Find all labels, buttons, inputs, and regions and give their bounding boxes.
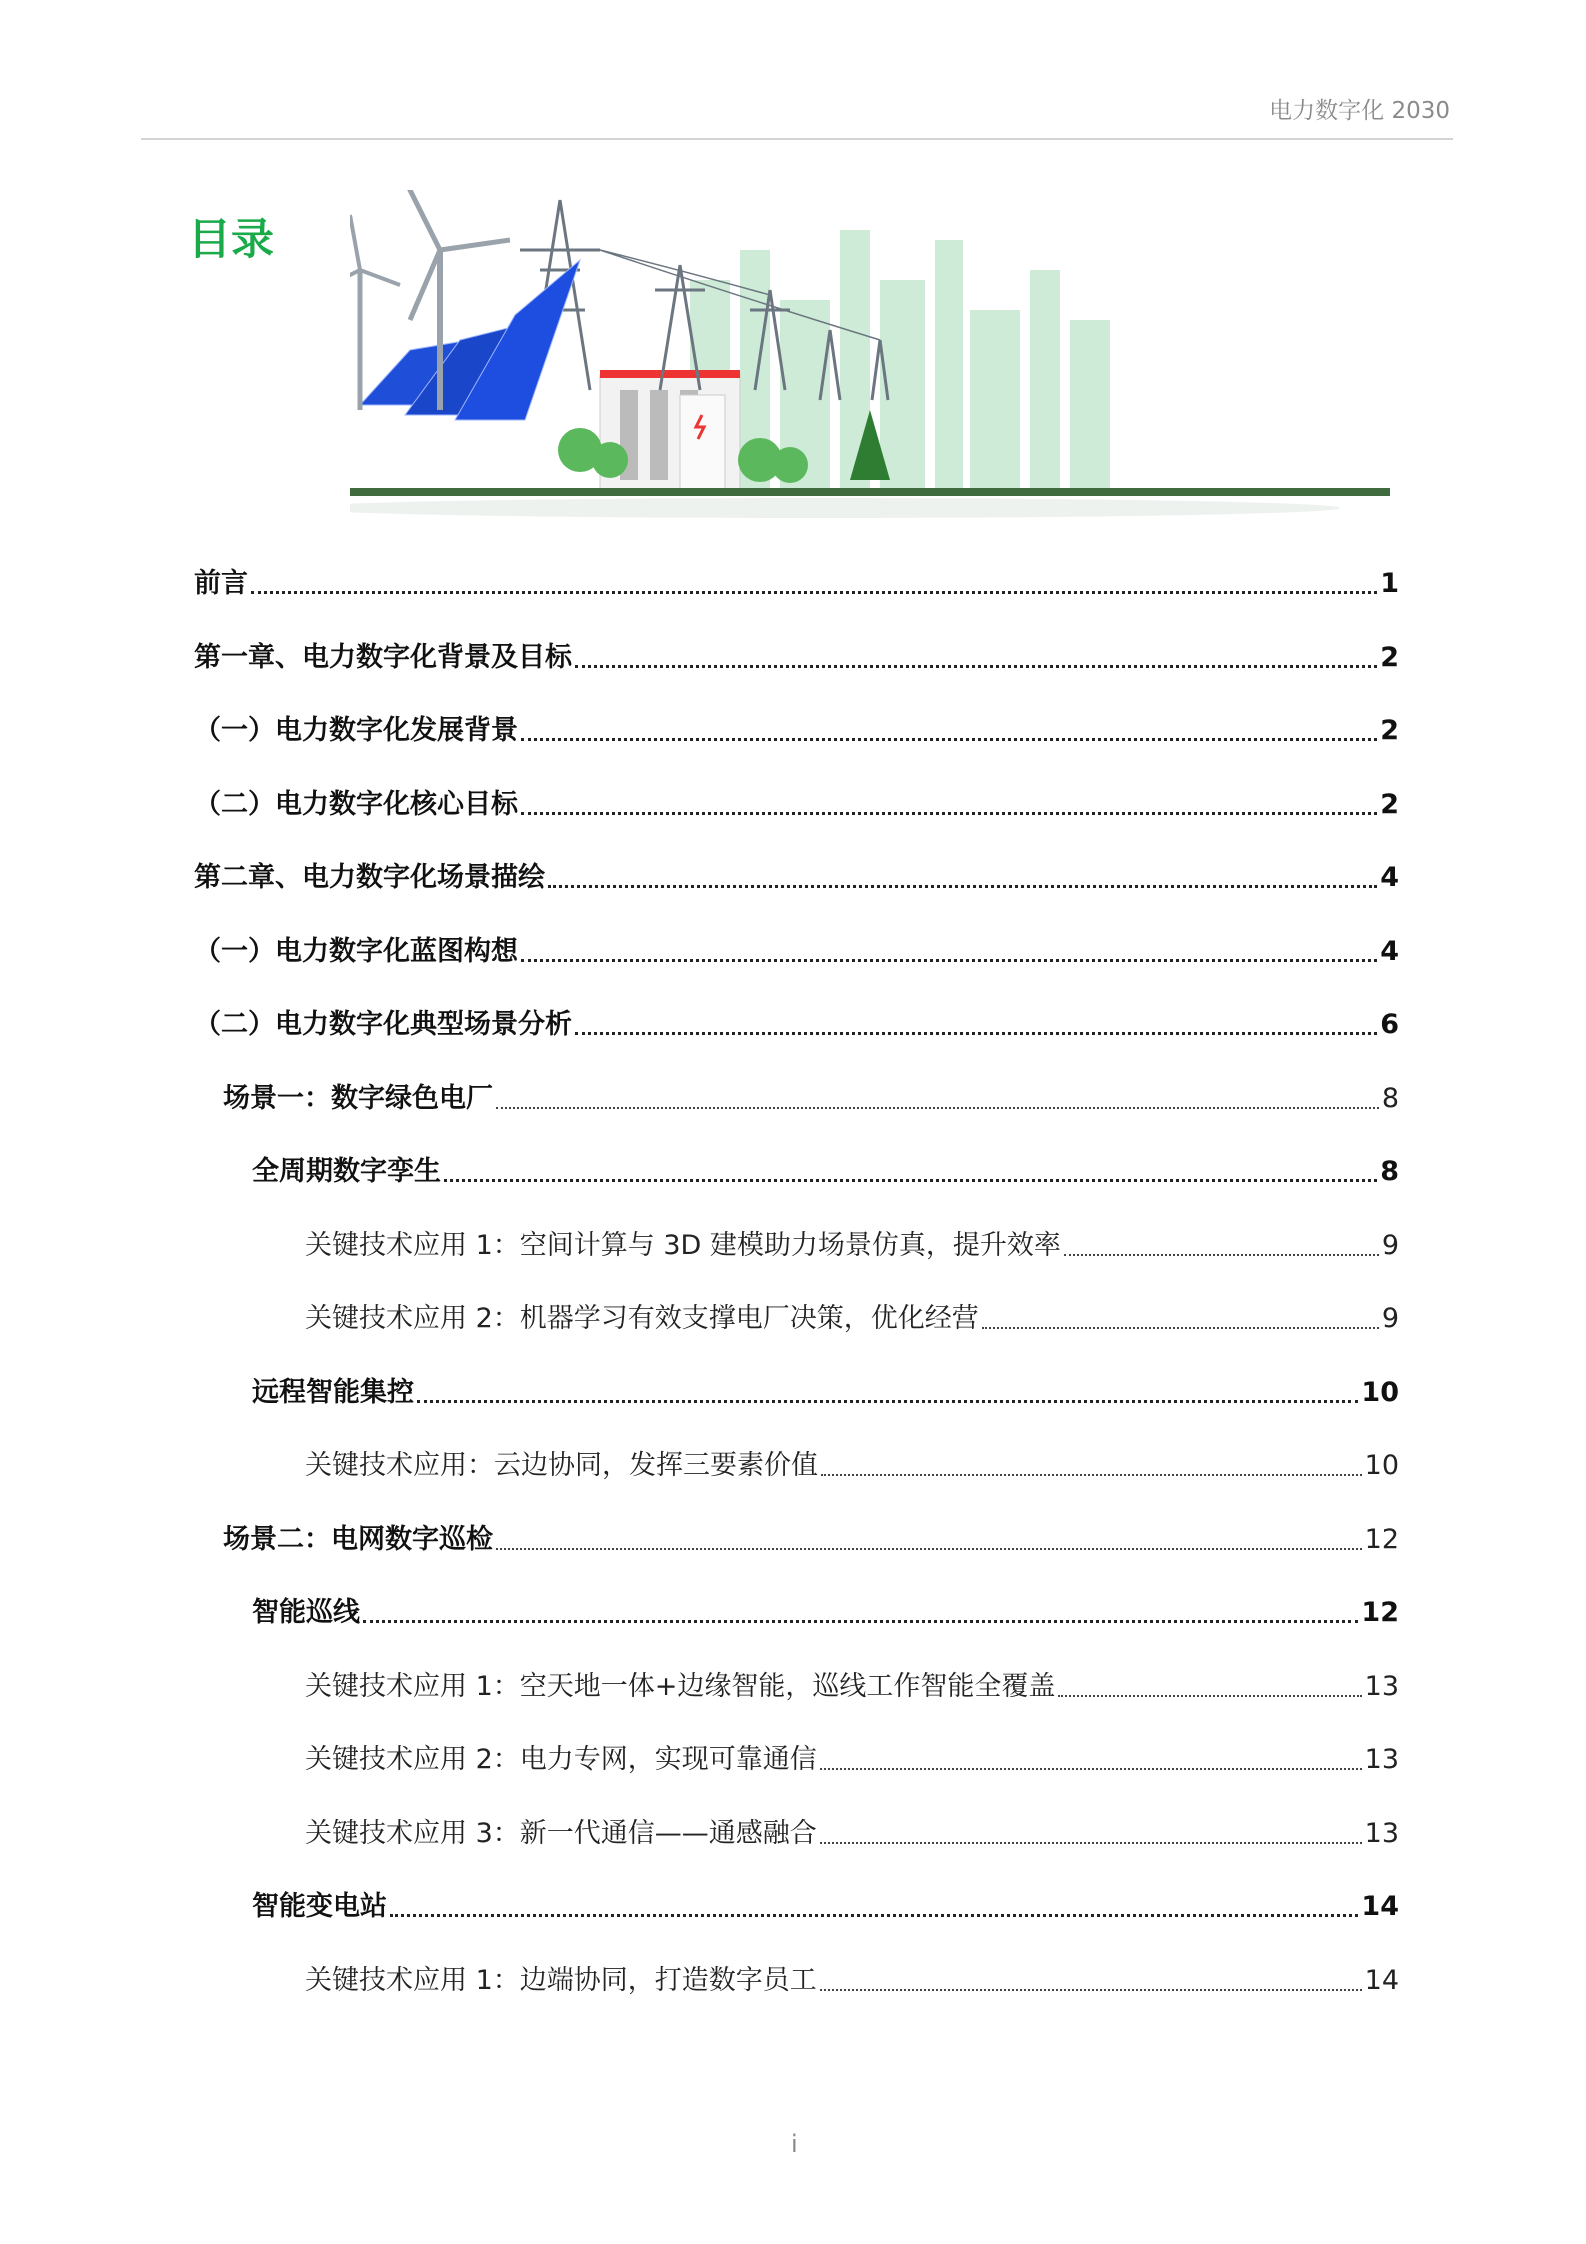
- toc-entry-page: 13: [1364, 1670, 1399, 1702]
- toc-entry-title: 智能变电站: [252, 1891, 387, 1922]
- toc-entry-title: 关键技术应用 1：空间计算与 3D 建模助力场景仿真，提升效率: [305, 1229, 1061, 1261]
- toc-entry[interactable]: [305, 1738, 1399, 1778]
- toc-entry[interactable]: [305, 1665, 1399, 1705]
- toc-entry-page: 12: [1361, 1597, 1399, 1628]
- toc-entry-page: 10: [1361, 1376, 1399, 1408]
- toc-entry-title: 第一章、电力数字化背景及目标: [194, 641, 572, 673]
- toc-entry-title: （一）电力数字化蓝图构想: [194, 935, 518, 967]
- dot-leader: [820, 1768, 1362, 1770]
- dot-leader: [521, 959, 1377, 962]
- toc-entry-page: 14: [1364, 1964, 1399, 1996]
- running-header: 电力数字化 2030: [1269, 98, 1450, 124]
- toc-entry-title: 关键技术应用：云边协同，发挥三要素价值: [305, 1450, 818, 1481]
- dot-leader: [417, 1400, 1358, 1403]
- toc-entry-page: 2: [1380, 715, 1399, 746]
- toc-entry-title: 关键技术应用 1：边端协同，打造数字员工: [305, 1964, 817, 1996]
- toc-entry[interactable]: [194, 856, 1399, 896]
- toc-entry[interactable]: [194, 709, 1399, 749]
- page-title: 目录: [188, 215, 274, 265]
- toc-entry-title: 关键技术应用 1：空天地一体+边缘智能，巡线工作智能全覆盖: [305, 1670, 1056, 1702]
- toc-entry[interactable]: [194, 1003, 1399, 1043]
- toc-entry[interactable]: [194, 930, 1399, 970]
- dot-leader: [1058, 1695, 1361, 1697]
- toc-entry-title: 场景一：数字绿色电厂: [223, 1082, 493, 1114]
- toc-entry-page: 4: [1380, 862, 1399, 893]
- toc-entry-title: 关键技术应用 3：新一代通信——通感融合: [305, 1817, 817, 1849]
- toc-entry[interactable]: [252, 1885, 1399, 1925]
- dot-leader: [548, 885, 1377, 888]
- toc-entry-title: （二）电力数字化核心目标: [194, 788, 518, 820]
- dot-leader: [521, 738, 1377, 741]
- dot-leader: [575, 1032, 1377, 1035]
- toc-entry-title: 关键技术应用 2：电力专网，实现可靠通信: [305, 1744, 817, 1775]
- toc-entry-title: 智能巡线: [252, 1597, 360, 1628]
- toc-entry-title: 前言: [194, 568, 248, 599]
- toc-entry-page: 14: [1361, 1891, 1399, 1922]
- dot-leader: [521, 812, 1377, 815]
- toc-entry-title: 场景二：电网数字巡检: [223, 1523, 493, 1555]
- toc-entry-page: 13: [1364, 1817, 1399, 1849]
- toc-entry-page: 8: [1381, 1082, 1399, 1114]
- toc-entry[interactable]: [194, 636, 1399, 676]
- toc-entry[interactable]: [194, 562, 1399, 602]
- toc-entry-page: 1: [1380, 568, 1399, 599]
- energy-illustration: [350, 190, 1390, 530]
- toc-entry-page: 2: [1380, 641, 1399, 673]
- toc-entry-page: 2: [1380, 788, 1399, 820]
- dot-leader: [1064, 1254, 1379, 1256]
- toc-entry-page: 10: [1364, 1450, 1399, 1481]
- toc-entry[interactable]: [305, 1297, 1399, 1337]
- toc-entry-page: 12: [1364, 1523, 1399, 1555]
- toc-entry[interactable]: [305, 1959, 1399, 1999]
- toc-entry[interactable]: [194, 783, 1399, 823]
- toc-entry[interactable]: [252, 1371, 1399, 1411]
- dot-leader: [496, 1548, 1362, 1550]
- toc-entry-title: 关键技术应用 2：机器学习有效支撑电厂决策，优化经营: [305, 1303, 979, 1334]
- toc-entry-page: 6: [1380, 1009, 1399, 1040]
- toc-entry-title: 远程智能集控: [252, 1376, 414, 1408]
- dot-leader: [444, 1179, 1377, 1182]
- dot-leader: [575, 665, 1377, 668]
- page-number: i: [791, 2130, 798, 2158]
- dot-leader: [982, 1327, 1379, 1329]
- dot-leader: [390, 1914, 1358, 1917]
- dot-leader: [251, 591, 1377, 594]
- dot-leader: [821, 1474, 1362, 1476]
- toc-entry[interactable]: [305, 1444, 1399, 1484]
- toc-entry-page: 9: [1381, 1229, 1399, 1261]
- toc-entry-title: 全周期数字孪生: [252, 1156, 441, 1187]
- toc-entry-page: 13: [1364, 1744, 1399, 1775]
- toc-entry[interactable]: [252, 1150, 1399, 1190]
- dot-leader: [820, 1842, 1362, 1844]
- toc-entry[interactable]: [223, 1518, 1399, 1558]
- toc-entry-title: （一）电力数字化发展背景: [194, 715, 518, 746]
- dot-leader: [363, 1620, 1358, 1623]
- buildings: [600, 370, 740, 495]
- toc-entry[interactable]: [252, 1591, 1399, 1631]
- toc-entry[interactable]: [305, 1224, 1399, 1264]
- toc-entry-title: （二）电力数字化典型场景分析: [194, 1009, 572, 1040]
- toc-entry[interactable]: [223, 1077, 1399, 1117]
- toc-entry-title: 第二章、电力数字化场景描绘: [194, 862, 545, 893]
- toc-entry-page: 4: [1380, 935, 1399, 967]
- ground: [350, 488, 1390, 496]
- toc-entry[interactable]: [305, 1812, 1399, 1852]
- toc-entry-page: 8: [1380, 1156, 1399, 1187]
- dot-leader: [496, 1107, 1379, 1109]
- header-divider: [141, 138, 1453, 140]
- dot-leader: [820, 1989, 1362, 1991]
- toc-entry-page: 9: [1381, 1303, 1399, 1334]
